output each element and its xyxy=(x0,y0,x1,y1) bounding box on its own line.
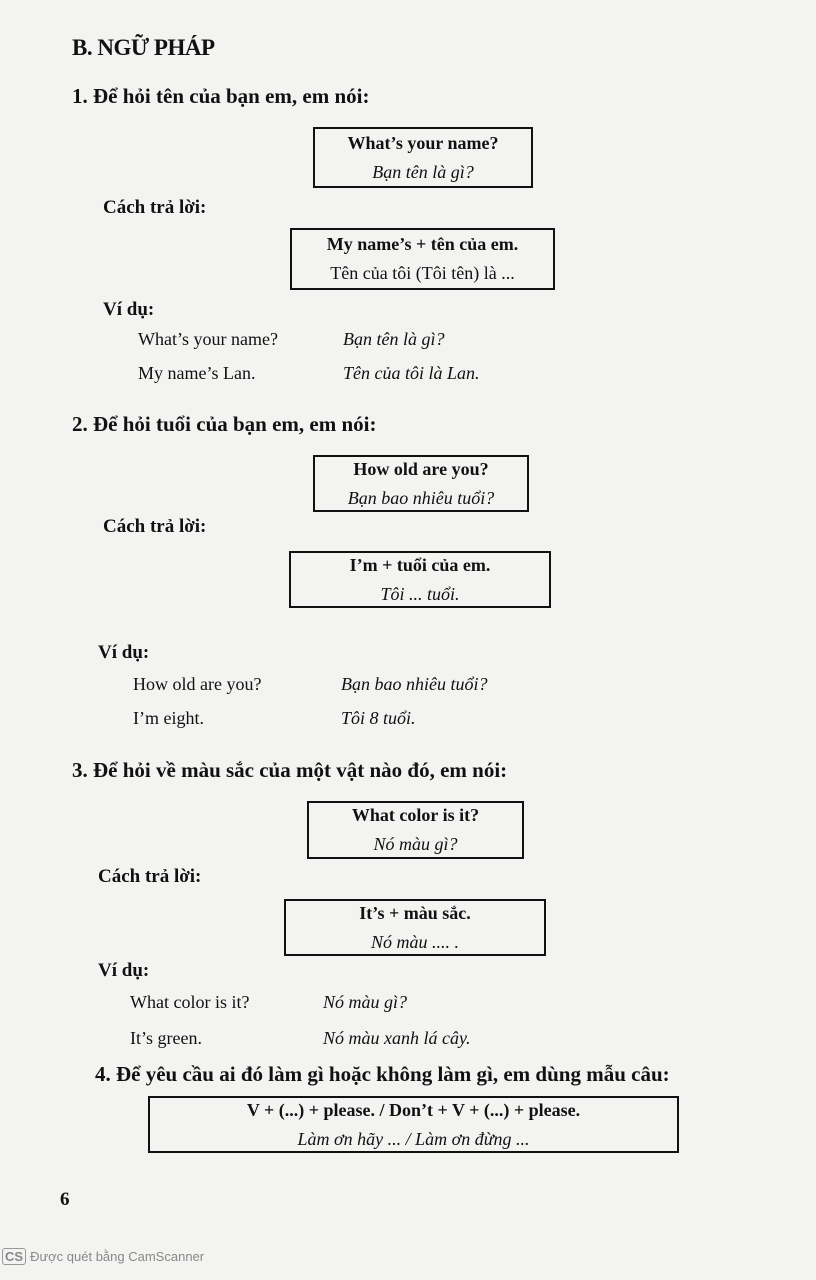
answer-vi: Tên của tôi (Tôi tên) là ... xyxy=(330,263,515,283)
answer-label: Cách trả lời: xyxy=(103,197,207,218)
answer-vi: Tôi ... tuổi. xyxy=(380,583,460,604)
example-vi: Tên của tôi là Lan. xyxy=(343,363,480,383)
answer-en: My name’s + tên của em. xyxy=(326,234,519,254)
item-1-question-box xyxy=(313,127,533,188)
section-title: B. NGỮ PHÁP xyxy=(72,35,215,60)
item-2-answer-box xyxy=(289,551,551,608)
answer-en: It’s + màu sắc. xyxy=(359,902,471,923)
answer-vi: Nó màu .... . xyxy=(370,931,459,952)
example-en: It’s green. xyxy=(130,1028,202,1048)
question-en: How old are you? xyxy=(353,458,489,479)
watermark-text: Được quét bằng CamScanner xyxy=(30,1249,205,1264)
example-vi: Bạn tên là gì? xyxy=(343,329,445,349)
pattern-en: V + (...) + please. / Don’t + V + (...) + please. xyxy=(246,1099,581,1120)
item-2-question-box xyxy=(313,455,529,512)
item-1-heading: 1. Để hỏi tên của bạn em, em nói: xyxy=(72,84,370,108)
example-vi: Nó màu gì? xyxy=(323,992,408,1012)
scanner-watermark xyxy=(2,1248,204,1265)
question-en: What’s your name? xyxy=(347,132,499,153)
example-en: I’m eight. xyxy=(133,708,204,728)
example-en: What’s your name? xyxy=(138,329,278,349)
example-label: Ví dụ: xyxy=(103,299,155,320)
item-3-answer-box xyxy=(284,899,546,956)
item-1-answer-box xyxy=(290,228,555,290)
camscanner-logo-icon: CS xyxy=(2,1248,26,1265)
example-label: Ví dụ: xyxy=(98,642,150,663)
example-en: What color is it? xyxy=(130,992,250,1012)
example-vi: Nó màu xanh lá cây. xyxy=(323,1028,471,1048)
item-3-question-box xyxy=(307,801,524,859)
item-3-heading: 3. Để hỏi về màu sắc của một vật nào đó, em nói: xyxy=(72,758,508,782)
item-4-heading: 4. Để yêu cầu ai đó làm gì hoặc không làm gì, em dùng mẫu câu: xyxy=(95,1062,670,1086)
item-4-pattern-box xyxy=(148,1096,679,1153)
answer-en: I’m + tuổi của em. xyxy=(349,554,491,575)
page-number: 6 xyxy=(60,1189,70,1210)
example-en: How old are you? xyxy=(133,674,262,694)
question-vi: Nó màu gì? xyxy=(373,834,458,854)
example-vi: Bạn bao nhiêu tuổi? xyxy=(341,674,488,694)
question-vi: Bạn bao nhiêu tuổi? xyxy=(347,487,495,508)
item-2-heading: 2. Để hỏi tuổi của bạn em, em nói: xyxy=(72,412,377,436)
question-vi: Bạn tên là gì? xyxy=(372,161,474,182)
example-label: Ví dụ: xyxy=(98,960,150,981)
answer-label: Cách trả lời: xyxy=(103,516,207,537)
pattern-vi: Làm ơn hãy ... / Làm ơn đừng ... xyxy=(297,1128,530,1149)
answer-label: Cách trả lời: xyxy=(98,866,202,887)
example-en: My name’s Lan. xyxy=(138,363,256,383)
example-vi: Tôi 8 tuổi. xyxy=(341,708,416,728)
question-en: What color is it? xyxy=(351,805,480,825)
